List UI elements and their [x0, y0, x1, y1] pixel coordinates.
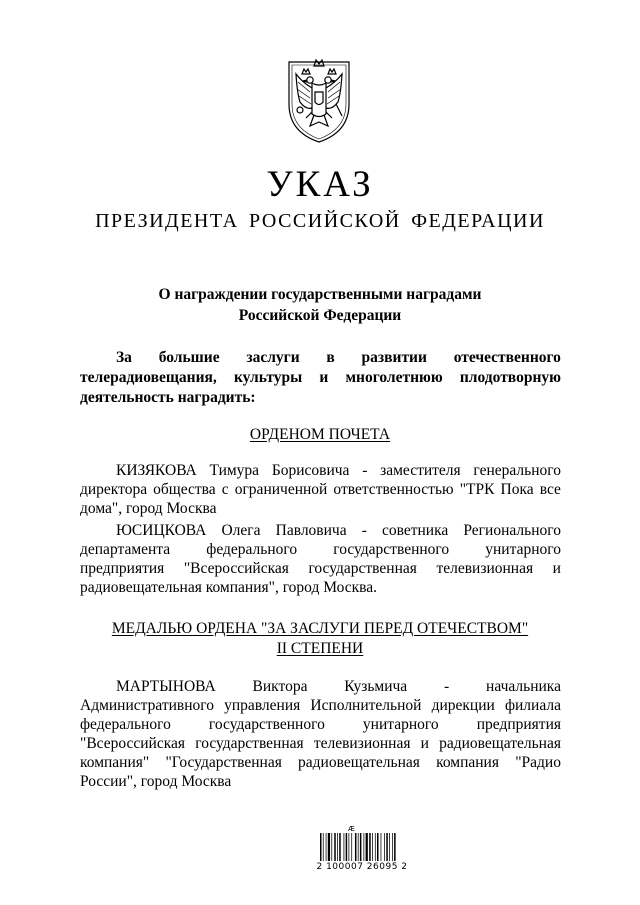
word: ограниченной: [234, 481, 328, 498]
word: Борисовича: [271, 462, 350, 479]
word: -: [362, 462, 368, 479]
word: За: [116, 349, 132, 366]
word: Тимура: [209, 462, 260, 479]
word: развитии: [361, 349, 427, 366]
word: начальника: [486, 678, 561, 695]
word: "Всероссийская: [183, 560, 289, 577]
word: ответственностью: [333, 481, 454, 498]
word: культуры: [233, 369, 303, 386]
word: общества: [153, 481, 216, 498]
svg-text:Æ: Æ: [348, 825, 355, 833]
decree-title: УКАЗ: [266, 164, 374, 205]
word: предприятия: [476, 716, 561, 733]
award-heading-text: ОРДЕНОМ ПОЧЕТА: [249, 426, 391, 443]
awardee-yusitskov: [80, 521, 561, 597]
word: радиовещательная: [298, 754, 420, 771]
word: ЮСИЦКОВА: [116, 522, 207, 539]
word: государственная: [308, 560, 417, 577]
word: "Всероссийская: [80, 735, 186, 752]
word: советника: [381, 522, 449, 539]
intro-line: [80, 368, 561, 388]
word: "Радио: [515, 754, 561, 771]
awardee-line: [80, 715, 561, 734]
awardee-line: [80, 521, 561, 540]
word: в: [326, 349, 335, 366]
word: "Государственная: [165, 754, 282, 771]
word: федерального: [80, 716, 171, 733]
word: КИЗЯКОВА: [116, 462, 197, 479]
coat-of-arms-icon: [276, 52, 362, 144]
subject-line: О награждении государственными наградами: [158, 286, 482, 303]
word: генерального: [473, 462, 561, 479]
word: и: [552, 560, 561, 577]
word: плодотворную: [459, 369, 561, 386]
word: Пока: [500, 481, 534, 498]
award-heading-order-of-honor: [0, 425, 640, 445]
awardee-line: дома", город Москва: [80, 500, 217, 517]
decree-subject: [80, 284, 560, 326]
word: унитарного: [362, 716, 439, 733]
awardee-line: [80, 696, 561, 715]
word: и: [420, 735, 429, 752]
word: радиовещательная: [439, 735, 561, 752]
awardee-line: [80, 461, 561, 480]
word: с: [221, 481, 229, 498]
word: заместителя: [380, 462, 461, 479]
word: и: [319, 369, 329, 386]
word: государственного: [333, 541, 450, 558]
word: МАРТЫНОВА: [116, 678, 216, 695]
awardee-line: [80, 540, 561, 559]
word: директора: [80, 481, 148, 498]
intro-line: [80, 348, 561, 368]
award-heading-text: II СТЕПЕНИ: [276, 640, 364, 657]
word: Павловича: [275, 522, 347, 539]
decree-intro: [80, 348, 561, 408]
word: большие: [158, 349, 220, 366]
barcode-number: 2 100007 26095 2: [316, 862, 408, 872]
word: управления: [224, 697, 301, 714]
word: заслуги: [246, 349, 300, 366]
word: Административного: [80, 697, 214, 714]
word: Виктора: [252, 678, 308, 695]
word: Исполнительной: [310, 697, 422, 714]
word: отечественного: [453, 349, 561, 366]
word: -: [444, 678, 450, 695]
intro-line: деятельность наградить:: [80, 389, 256, 406]
awardee-line: [80, 480, 561, 499]
award-heading-medal: [0, 619, 640, 659]
word: унитарного: [485, 541, 561, 558]
word: -: [361, 522, 367, 539]
word: дирекции: [431, 697, 495, 714]
word: филиала: [504, 697, 561, 714]
subject-line: Российской Федерации: [238, 307, 402, 324]
word: компания": [80, 754, 150, 771]
word: "ТРК: [459, 481, 495, 498]
awardee-line: [80, 559, 561, 578]
awardee-line: [80, 753, 561, 772]
awardee-line: России", город Москва: [80, 773, 232, 790]
word: все: [539, 481, 561, 498]
word: предприятия: [80, 560, 165, 577]
word: телевизионная: [313, 735, 411, 752]
word: Регионального: [463, 522, 561, 539]
word: телевизионная: [436, 560, 534, 577]
awardee-kizyakov: [80, 461, 561, 518]
awardee-line: [80, 734, 561, 753]
word: Олега: [221, 522, 261, 539]
word: государственного: [208, 716, 325, 733]
word: телерадиовещания,: [80, 369, 217, 386]
word: Кузьмича: [344, 678, 408, 695]
word: федерального: [206, 541, 298, 558]
word: многолетнюю: [345, 369, 443, 386]
award-heading-text: МЕДАЛЬЮ ОРДЕНА "ЗА ЗАСЛУГИ ПЕРЕД ОТЕЧЕСТВОМ": [111, 620, 529, 637]
word: компания: [436, 754, 499, 771]
decree-subtitle: ПРЕЗИДЕНТА РОССИЙСКОЙ ФЕДЕРАЦИИ: [95, 210, 545, 232]
word: государственная: [195, 735, 304, 752]
awardee-line: [80, 677, 561, 696]
awardee-line: радиовещательная компания", город Москва.: [80, 579, 378, 596]
word: департамента: [80, 541, 171, 558]
awardee-martynov: [80, 677, 561, 791]
